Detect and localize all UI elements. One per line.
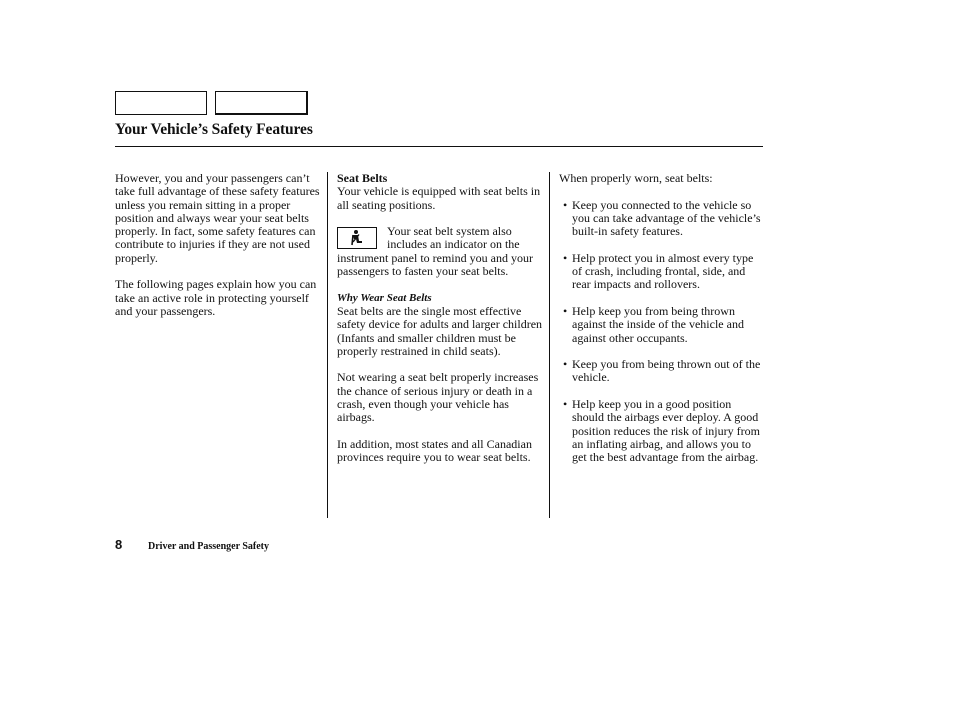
paragraph: In addition, most states and all Canadian provinces require you to wear seat belts. [337,436,532,465]
paragraph: The following pages explain how you can take an active role in protecting yourself and your passengers. [115,277,317,318]
list-item: • Help keep you in a good position should the airbags ever deploy. A good position reduces the risk of injury from an inflating airbag, and allows you to get the best advantage from the airbag. [559,398,765,464]
title-rule [115,146,763,147]
section-tab-box [115,91,207,115]
column-seat-belts [337,172,543,478]
list-item: • Help keep you from being thrown against the inside of the vehicle and against other occupants. [559,305,765,345]
paragraph: Seat belts are the single most effective safety device for adults and larger children (Infants and smaller children must be properly restrained in child seats). [337,303,543,358]
section-tab-box-active [215,91,308,115]
page-number: 8 [115,537,123,552]
page-title: Your Vehicle’s Safety Features [115,121,313,138]
paragraph: Your vehicle is equipped with seat belts in all seating positions. [337,184,541,212]
section-heading: Seat Belts [337,171,388,185]
list-item: • Keep you connected to the vehicle so you can take advantage of the vehicle’s built-in safety features. [559,199,765,239]
paragraph: Not wearing a seat belt properly increases the chance of serious injury or death in a crash, even though your vehicle has airbags. [337,370,539,425]
footer-section-title: Driver and Passenger Safety [148,541,270,552]
paragraph: However, you and your passengers can’t take full advantage of these safety features unless you remain sitting in a proper position and always wear your seat belts properly. In fact, some safety features can contribute to injuries if they are not used properly. [115,171,320,265]
indicator-text: Your seat belt system also includes an indicator on the instrument panel to remind you and your passengers to fasten your seat belts. [337,225,533,279]
benefits-list [559,199,765,465]
column-intro [115,172,323,332]
column-benefits [559,172,765,478]
indicator-paragraph [337,225,543,278]
list-item: • Keep you from being thrown out of the vehicle. [559,358,765,385]
list-item: • Help protect you in almost every type of crash, including frontal, side, and rear impacts and rollovers. [559,252,765,292]
column-divider [327,172,328,518]
seat-belt-reminder-icon [337,227,377,249]
column-divider [549,172,550,518]
paragraph: When properly worn, seat belts: [559,171,713,185]
subsection-heading: Why Wear Seat Belts [337,291,432,304]
